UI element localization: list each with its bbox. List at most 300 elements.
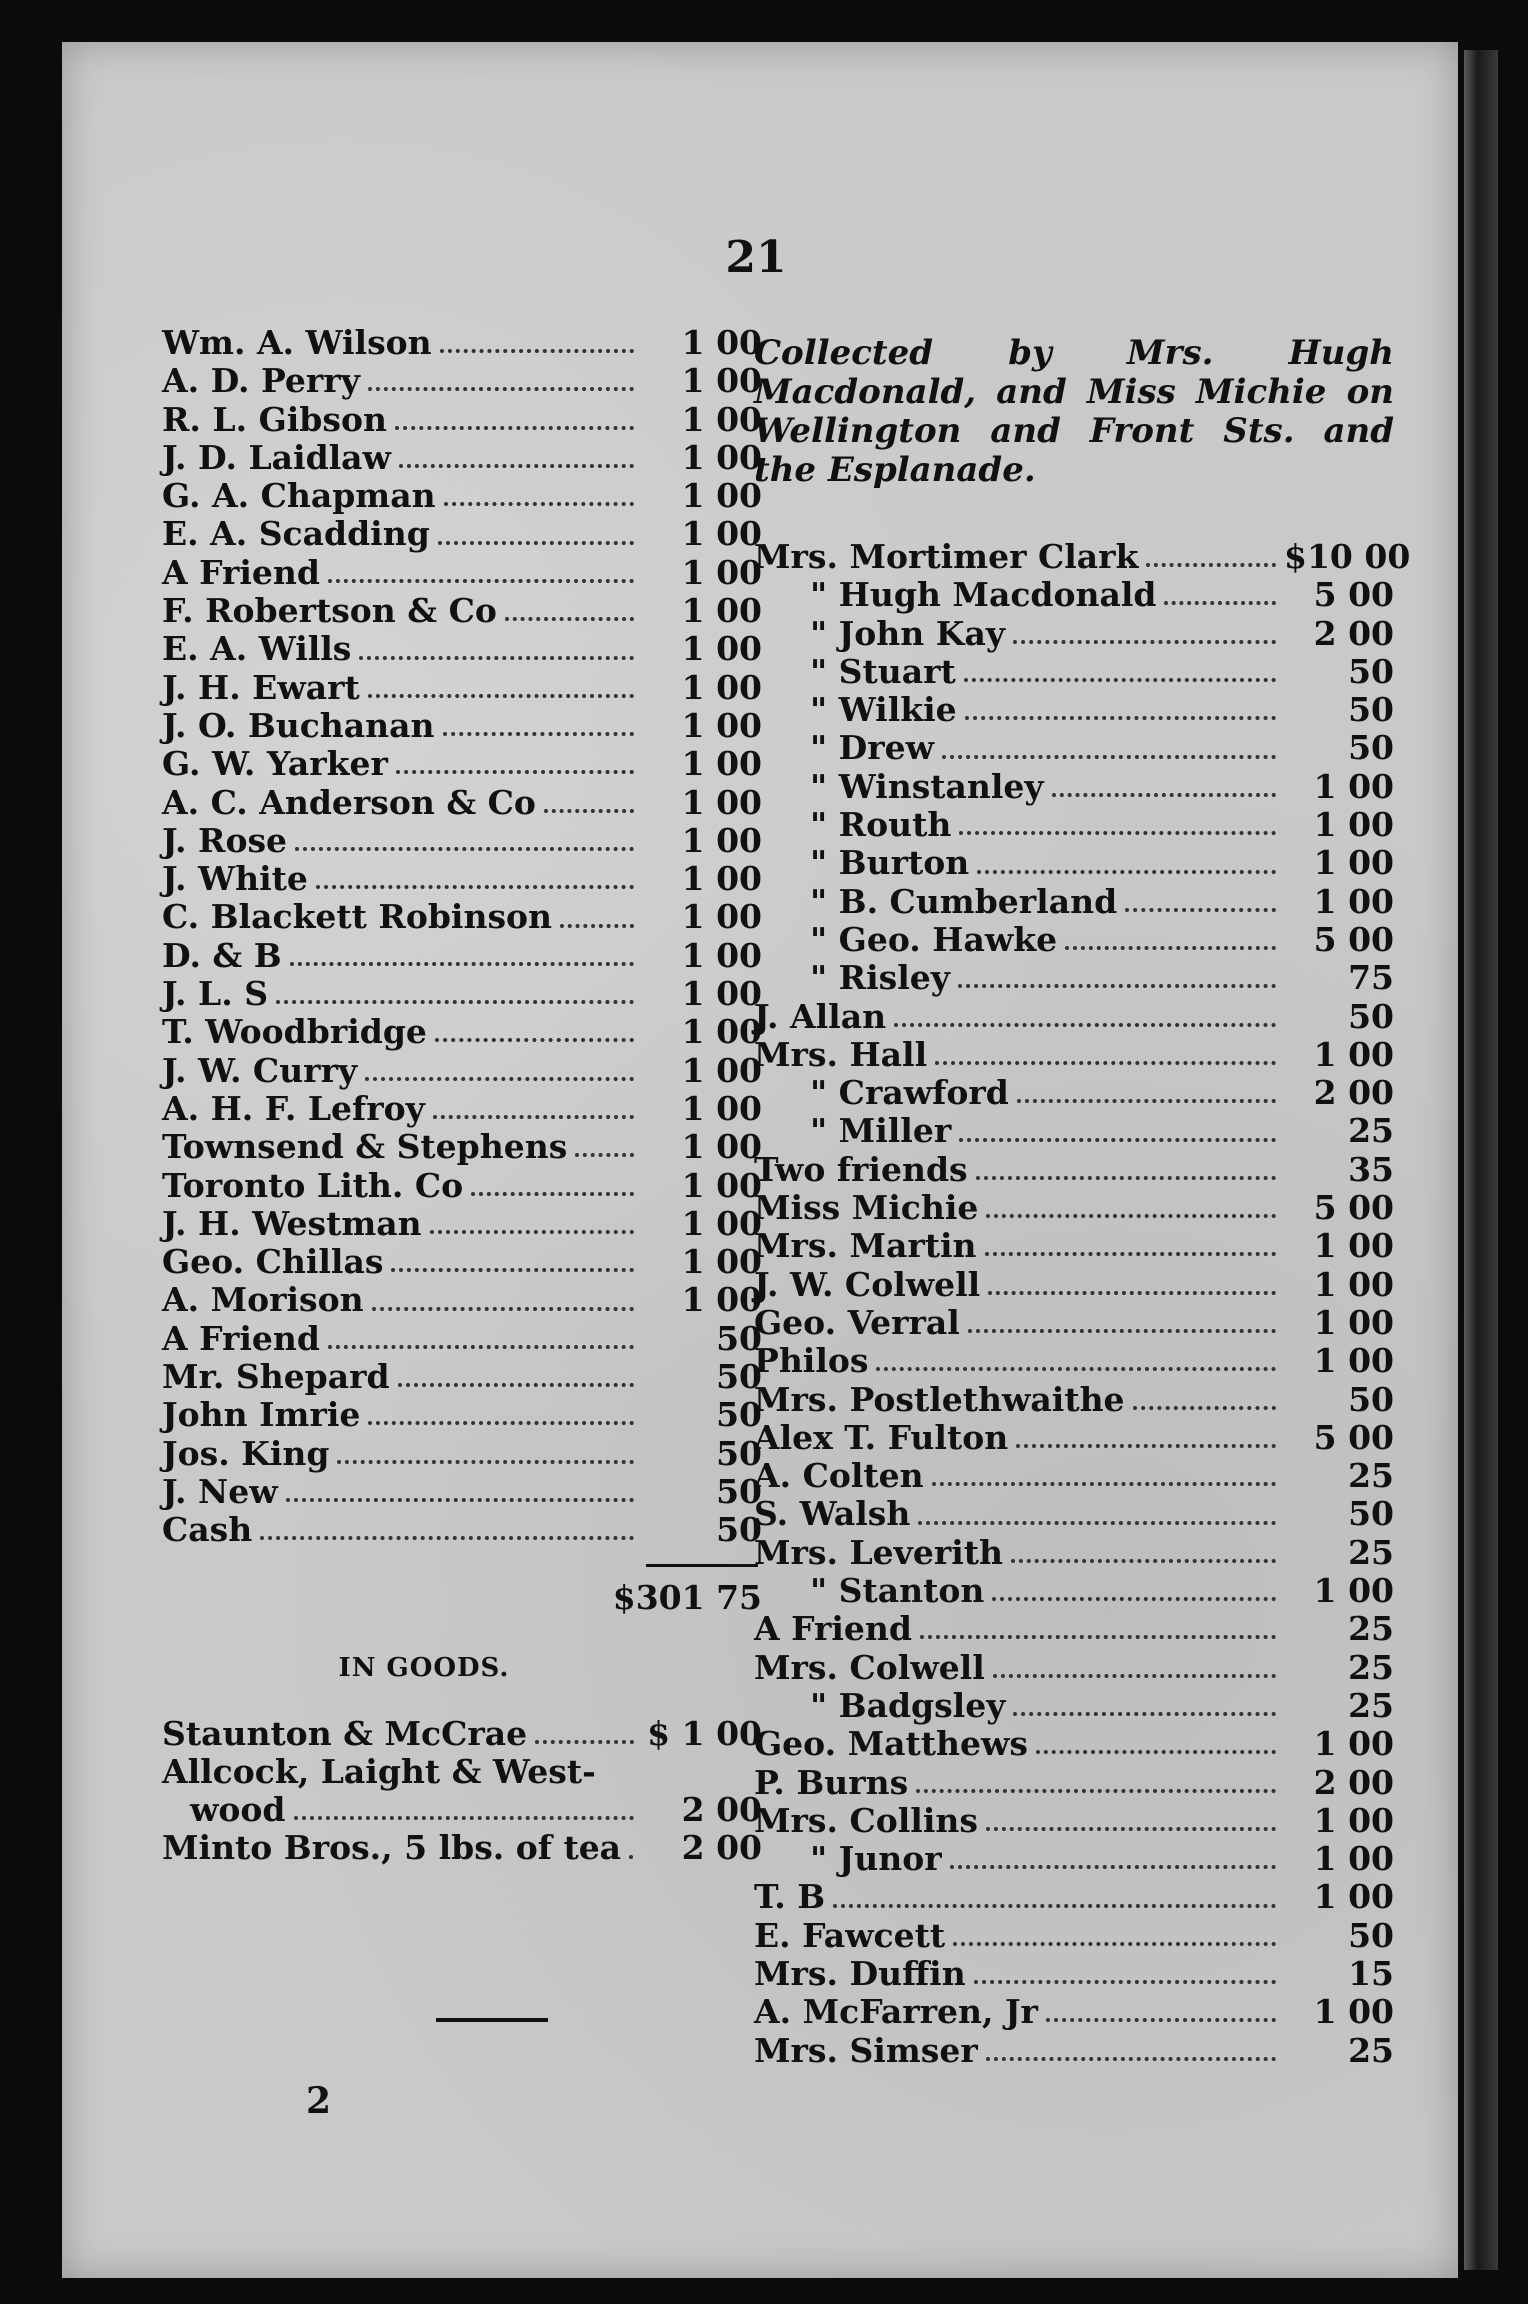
donor-row-name: Mrs. Mortimer Clark	[754, 537, 1139, 576]
donor-row	[754, 806, 1394, 844]
donor-row	[754, 1342, 1394, 1380]
donor-row	[162, 1396, 762, 1434]
donor-row-name: " Junor	[810, 1839, 942, 1879]
donor-row-name: J. L. S	[162, 974, 269, 1014]
donor-row-name: " Stuart	[810, 651, 956, 691]
donor-row-amount: 50	[1348, 1915, 1394, 1955]
leader-dots	[932, 1482, 1276, 1486]
left-donor-list	[162, 324, 762, 1550]
leader-dots	[894, 1023, 1276, 1027]
leader-dots	[920, 1635, 1276, 1639]
donor-row-amount: 1 00	[681, 437, 762, 477]
donor-row	[754, 1993, 1394, 2031]
donor-row-amount: 50	[1348, 1494, 1394, 1534]
donor-row	[754, 1036, 1394, 1074]
donor-row	[754, 1112, 1394, 1150]
donor-row-name: Mrs. Simser	[754, 2030, 978, 2070]
donor-row-name: J. Allan	[754, 996, 887, 1036]
donor-row	[754, 959, 1394, 997]
donor-row	[162, 1243, 762, 1281]
donor-row	[162, 630, 762, 668]
donor-row	[162, 1358, 762, 1396]
donor-row	[754, 691, 1394, 729]
donor-row	[162, 1320, 762, 1358]
donor-row-name: " Wilkie	[810, 690, 957, 730]
donor-row-name: Alex T. Fulton	[754, 1417, 1009, 1457]
donor-row	[162, 707, 762, 745]
leader-dots	[993, 1674, 1276, 1678]
donor-row	[162, 860, 762, 898]
leader-dots	[398, 1383, 634, 1387]
donor-row-name: Miss Michie	[754, 1188, 979, 1228]
donor-row-amount: 1 00	[681, 782, 762, 822]
leader-dots	[916, 1789, 1276, 1793]
leader-dots	[438, 541, 634, 545]
donor-row	[754, 537, 1411, 576]
donor-row	[754, 1840, 1394, 1878]
left-total-row	[162, 1579, 762, 1623]
donor-row-name: Wm. A. Wilson	[162, 323, 432, 362]
donor-row-name: S. Walsh	[754, 1494, 911, 1534]
donor-row	[162, 745, 762, 783]
donor-row-amount: 1 00	[1313, 1226, 1394, 1266]
donor-row-name: C. Blackett Robinson	[162, 897, 553, 937]
donor-row-name: Geo. Verral	[754, 1302, 960, 1342]
book-edge	[1464, 50, 1498, 2270]
donor-row-name: A. C. Anderson & Co	[162, 782, 536, 822]
donor-row	[162, 1435, 762, 1473]
leader-dots	[337, 1460, 634, 1464]
leader-dots	[391, 1268, 634, 1272]
leader-dots	[1146, 563, 1276, 567]
donor-row	[162, 1205, 762, 1243]
donor-row	[754, 1381, 1394, 1419]
donor-row	[754, 1227, 1394, 1265]
donor-row-amount: 50	[716, 1510, 762, 1550]
leader-dots	[359, 656, 634, 660]
leader-dots	[918, 1521, 1276, 1525]
donor-row-amount: 5 00	[1313, 575, 1394, 615]
donor-row-name: " Winstanley	[810, 766, 1044, 806]
leader-dots	[1046, 2018, 1276, 2022]
donor-row-amount: 1 00	[681, 820, 762, 860]
leader-dots	[443, 732, 634, 736]
donor-row-name: " Crawford	[810, 1073, 1009, 1113]
donor-row	[162, 1511, 762, 1549]
donor-row-name: A Friend	[754, 1609, 912, 1649]
donor-row-name: Mrs. Leverith	[754, 1532, 1003, 1572]
donor-row	[754, 1189, 1394, 1227]
donor-row	[162, 554, 762, 592]
leader-dots	[1133, 1406, 1276, 1410]
donor-row	[754, 653, 1394, 691]
donor-row-amount: 50	[1348, 690, 1394, 730]
donor-row	[754, 768, 1394, 806]
leader-dots	[988, 1291, 1276, 1295]
donor-row-amount: 75	[1348, 958, 1394, 998]
donor-row-name: F. Robertson & Co	[162, 591, 497, 631]
donor-row	[754, 1074, 1394, 1112]
donor-row-name: J. H. Ewart	[162, 667, 360, 707]
donor-row-name: J. O. Buchanan	[162, 705, 435, 745]
donor-row-name: John Imrie	[162, 1395, 361, 1435]
leader-dots	[1065, 946, 1276, 950]
donor-row-name: " Stanton	[810, 1571, 985, 1611]
donor-row	[754, 1534, 1394, 1572]
leader-dots	[876, 1367, 1276, 1371]
donor-row-amount: 1 00	[681, 323, 762, 362]
donor-row-name: J. New	[162, 1471, 278, 1511]
donor-row-amount: 1 00	[681, 629, 762, 669]
leader-dots	[396, 770, 634, 774]
donor-row	[754, 2032, 1394, 2070]
donor-row-amount: $10 00	[1284, 537, 1411, 576]
donor-row	[754, 1266, 1394, 1304]
donor-row-name: Townsend & Stephens	[162, 1127, 568, 1167]
donor-row	[754, 1878, 1394, 1916]
leader-dots	[260, 1536, 634, 1540]
donor-row	[162, 822, 762, 860]
donor-row	[754, 1649, 1394, 1687]
leader-dots	[560, 924, 634, 928]
leader-dots	[1125, 908, 1276, 912]
section-rule	[436, 2018, 548, 2022]
donor-row-name: A. D. Perry	[162, 361, 360, 401]
donor-row-amount: 1 00	[1313, 805, 1394, 845]
goods-row-amount: 2 00	[681, 1828, 762, 1868]
leader-dots	[368, 387, 634, 391]
donor-row-name: T. B	[754, 1877, 826, 1917]
donor-row-amount: 5 00	[1313, 1188, 1394, 1228]
donor-row-amount: 1 00	[681, 1050, 762, 1090]
donor-row-name: T. Woodbridge	[162, 1012, 427, 1052]
leader-dots	[328, 579, 634, 583]
leader-dots	[430, 1230, 634, 1234]
donor-row-name: Mrs. Martin	[754, 1226, 977, 1266]
donor-row-amount: 15	[1348, 1953, 1394, 1993]
leader-dots	[505, 617, 634, 621]
donor-row	[754, 921, 1394, 959]
goods-row-name: Staunton & McCrae	[162, 1713, 528, 1753]
donor-row	[754, 615, 1394, 653]
donor-row-amount: 1 00	[1313, 843, 1394, 883]
leader-dots	[544, 809, 634, 813]
donor-row-amount: 1 00	[681, 1280, 762, 1320]
leader-dots	[629, 1855, 634, 1859]
donor-row	[162, 975, 762, 1013]
book-page	[62, 42, 1458, 2278]
leader-dots	[958, 984, 1276, 988]
donor-row-name: J. W. Colwell	[754, 1264, 981, 1304]
donor-row	[754, 1687, 1394, 1725]
leader-dots	[974, 1980, 1276, 1984]
donor-row-name: " Hugh Macdonald	[810, 575, 1157, 615]
goods-row-amount: 2 00	[681, 1790, 762, 1830]
donor-row-amount: 1 00	[681, 361, 762, 401]
donor-row-name: J. Rose	[162, 820, 288, 860]
donor-row-name: J. W. Curry	[162, 1050, 358, 1090]
donor-row	[754, 1419, 1394, 1457]
donor-row-amount: 25	[1348, 1609, 1394, 1649]
leader-dots	[992, 1597, 1276, 1601]
donor-row-name: Geo. Chillas	[162, 1242, 384, 1282]
goods-row-amount: $ 1 00	[647, 1713, 762, 1753]
donor-row-name: Two friends	[754, 1149, 968, 1189]
donor-row-name: E. Fawcett	[754, 1915, 946, 1955]
goods-heading: IN GOODS.	[338, 1652, 510, 1683]
donor-row-amount: 1 00	[681, 974, 762, 1014]
goods-row-name: wood	[190, 1790, 286, 1830]
leader-dots	[977, 870, 1276, 874]
donor-row-amount: 5 00	[1313, 919, 1394, 959]
donor-row	[754, 844, 1394, 882]
leader-dots	[365, 1077, 634, 1081]
donor-row-name: A. Morison	[162, 1280, 364, 1320]
donor-row	[754, 1802, 1394, 1840]
donor-row-amount: 1 00	[681, 705, 762, 745]
donor-row-amount: 25	[1348, 1456, 1394, 1496]
donor-row-amount: 35	[1348, 1149, 1394, 1189]
donor-row	[162, 898, 762, 936]
goods-row	[162, 1753, 762, 1791]
donor-row	[754, 1495, 1394, 1533]
donor-row-name: " Drew	[810, 728, 935, 768]
donor-row	[162, 515, 762, 553]
leader-dots	[471, 1192, 634, 1196]
donor-row	[754, 576, 1394, 614]
donor-row-name: R. L. Gibson	[162, 399, 387, 439]
left-total: $301 75	[612, 1577, 762, 1617]
donor-row-name: Mrs. Duffin	[754, 1953, 966, 1993]
leader-dots	[286, 1498, 634, 1502]
leader-dots	[440, 349, 634, 353]
leader-dots	[986, 1827, 1276, 1831]
donor-row-amount: 50	[1348, 728, 1394, 768]
leader-dots	[968, 1329, 1276, 1333]
donor-row-amount: 1 00	[1313, 881, 1394, 921]
goods-row-name: Allcock, Laight & West-	[162, 1751, 596, 1791]
leader-dots	[1016, 1444, 1276, 1448]
donor-row-amount: 1 00	[681, 1012, 762, 1052]
donor-row-name: " Badgsley	[810, 1685, 1006, 1725]
donor-row-name: J. H. Westman	[162, 1203, 422, 1243]
donor-row-amount: 1 00	[1313, 1877, 1394, 1917]
donor-row-amount: 1 00	[681, 476, 762, 516]
donor-row	[162, 592, 762, 630]
donor-row	[162, 1473, 762, 1511]
leader-dots	[294, 1816, 634, 1820]
right-donor-list	[754, 537, 1411, 2070]
donor-row-amount: 1 00	[681, 1203, 762, 1243]
leader-dots	[976, 1176, 1276, 1180]
donor-row-amount: 50	[1348, 1379, 1394, 1419]
donor-row-amount: 1 00	[681, 552, 762, 592]
donor-row-amount: 1 00	[681, 1088, 762, 1128]
donor-row-amount: 1 00	[1313, 1724, 1394, 1764]
donor-row-amount: 50	[716, 1318, 762, 1358]
donor-row-amount: 1 00	[681, 1127, 762, 1167]
donor-row	[162, 439, 762, 477]
goods-row	[162, 1829, 762, 1867]
goods-list	[162, 1715, 762, 1868]
donor-row-amount: 50	[716, 1395, 762, 1435]
donor-row	[162, 1281, 762, 1319]
donor-row-name: " B. Cumberland	[810, 881, 1118, 921]
donor-row-name: " Routh	[810, 805, 952, 845]
donor-row	[754, 1457, 1394, 1495]
donor-row-name: G. A. Chapman	[162, 476, 436, 516]
donor-row-name: Toronto Lith. Co	[162, 1165, 464, 1205]
leader-dots	[395, 426, 634, 430]
donor-row-name: " John Kay	[810, 613, 1006, 653]
leader-dots	[433, 1115, 634, 1119]
donor-row-amount: 1 00	[1313, 1839, 1394, 1879]
leader-dots	[1011, 1559, 1276, 1563]
leader-dots	[368, 694, 634, 698]
donor-row-amount: 50	[1348, 996, 1394, 1036]
leader-dots	[1036, 1750, 1276, 1754]
leader-dots	[328, 1345, 634, 1349]
donor-row-amount: 5 00	[1313, 1417, 1394, 1457]
leader-dots	[833, 1904, 1276, 1908]
total-rule	[646, 1564, 758, 1567]
donor-row-name: J. White	[162, 859, 308, 899]
leader-dots	[986, 2057, 1276, 2061]
donor-row-name: Philos	[754, 1341, 869, 1381]
donor-row	[162, 1167, 762, 1205]
leader-dots	[935, 1061, 1276, 1065]
donor-row-name: A. McFarren, Jr	[754, 1992, 1038, 2032]
donor-row	[754, 1572, 1394, 1610]
donor-row-amount: 1 00	[681, 744, 762, 784]
donor-row-name: " Burton	[810, 843, 970, 883]
donor-row-name: Mrs. Collins	[754, 1800, 978, 1840]
donor-row-name: " Risley	[810, 958, 950, 998]
donor-row	[162, 401, 762, 439]
donor-row-amount: 1 00	[1313, 1264, 1394, 1304]
donor-row	[162, 669, 762, 707]
donor-row-name: " Miller	[810, 1111, 952, 1151]
donor-row	[754, 1304, 1394, 1342]
leader-dots	[964, 678, 1276, 682]
donor-row-name: Mr. Shepard	[162, 1357, 390, 1397]
donor-row-name: Mrs. Colwell	[754, 1647, 985, 1687]
goods-row-name: Minto Bros., 5 lbs. of tea	[162, 1828, 622, 1868]
donor-row-amount: 2 00	[1313, 1762, 1394, 1802]
leader-dots	[959, 1138, 1276, 1142]
donor-row-amount: 1 00	[681, 514, 762, 554]
donor-row-amount: 1 00	[681, 935, 762, 975]
right-column	[754, 333, 1411, 2070]
donor-row-amount: 1 00	[681, 399, 762, 439]
donor-row-amount: 50	[716, 1471, 762, 1511]
leader-dots	[950, 1865, 1276, 1869]
donor-row-amount: 1 00	[1313, 1992, 1394, 2032]
donor-row	[754, 1725, 1394, 1763]
leader-dots	[575, 1153, 634, 1157]
donor-row-amount: 1 00	[681, 1242, 762, 1282]
leader-dots	[953, 1942, 1276, 1946]
page-number: 21	[725, 232, 787, 283]
leader-dots	[1164, 601, 1276, 605]
donor-row	[162, 1013, 762, 1051]
donor-row	[754, 883, 1394, 921]
leader-dots	[372, 1307, 634, 1311]
leader-dots	[986, 1214, 1276, 1218]
donor-row-name: Mrs. Postlethwaithe	[754, 1379, 1125, 1419]
donor-row	[162, 477, 762, 515]
donor-row-name: " Geo. Hawke	[810, 919, 1058, 959]
donor-row-amount: 1 00	[1313, 766, 1394, 806]
leader-dots	[1013, 1712, 1276, 1716]
leader-dots	[276, 1000, 634, 1004]
donor-row-amount: 1 00	[1313, 1302, 1394, 1342]
donor-row-amount: 50	[716, 1357, 762, 1397]
leader-dots	[435, 1038, 634, 1042]
donor-row-name: D. & B	[162, 935, 282, 975]
donor-row-name: Cash	[162, 1510, 253, 1550]
donor-row-name: A Friend	[162, 552, 320, 592]
donor-row-amount: 25	[1348, 1532, 1394, 1572]
leader-dots	[1017, 1099, 1276, 1103]
donor-row-amount: 1 00	[1313, 1341, 1394, 1381]
donor-row-amount: 1 00	[681, 859, 762, 899]
donor-row-amount: 1 00	[681, 591, 762, 631]
leader-dots	[985, 1252, 1276, 1256]
donor-row-name: A. Colten	[754, 1456, 924, 1496]
goods-row	[162, 1791, 762, 1829]
donor-row-amount: 50	[1348, 651, 1394, 691]
donor-row	[162, 1052, 762, 1090]
donor-row	[754, 729, 1394, 767]
leader-dots	[959, 831, 1276, 835]
donor-row-name: Mrs. Hall	[754, 1034, 928, 1074]
donor-row	[162, 784, 762, 822]
donor-row	[162, 1090, 762, 1128]
donor-row	[754, 1955, 1394, 1993]
donor-row-amount: 25	[1348, 1647, 1394, 1687]
left-column	[162, 324, 762, 1868]
donor-row	[754, 1917, 1394, 1955]
donor-row	[754, 998, 1394, 1036]
leader-dots	[316, 885, 634, 889]
leader-dots	[295, 847, 634, 851]
donor-row-amount: 1 00	[681, 667, 762, 707]
donor-row-name: P. Burns	[754, 1762, 909, 1802]
leader-dots	[942, 755, 1276, 759]
donor-row-amount: 25	[1348, 2030, 1394, 2070]
leader-dots	[368, 1421, 634, 1425]
donor-row-amount: 1 00	[1313, 1034, 1394, 1074]
signature-mark: 2	[306, 2080, 332, 2122]
donor-row-name: Jos. King	[162, 1433, 330, 1473]
leader-dots	[290, 962, 634, 966]
donor-row-name: E. A. Scadding	[162, 514, 430, 554]
donor-row-amount: 2 00	[1313, 613, 1394, 653]
donor-row	[162, 362, 762, 400]
donor-row-amount: 25	[1348, 1685, 1394, 1725]
donor-row-name: A. H. F. Lefroy	[162, 1088, 425, 1128]
leader-dots	[399, 464, 634, 468]
donor-row-amount: 2 00	[1313, 1073, 1394, 1113]
donor-row	[162, 1128, 762, 1166]
leader-dots	[965, 716, 1276, 720]
donor-row	[754, 1764, 1394, 1802]
donor-row-amount: 25	[1348, 1111, 1394, 1151]
collected-note: Collected by Mrs. Hugh Macdonald, and Miss Michie on Wellington and Front Sts. and the Esplanade.	[754, 333, 1394, 490]
donor-row-name: A Friend	[162, 1318, 320, 1358]
leader-dots	[444, 502, 634, 506]
